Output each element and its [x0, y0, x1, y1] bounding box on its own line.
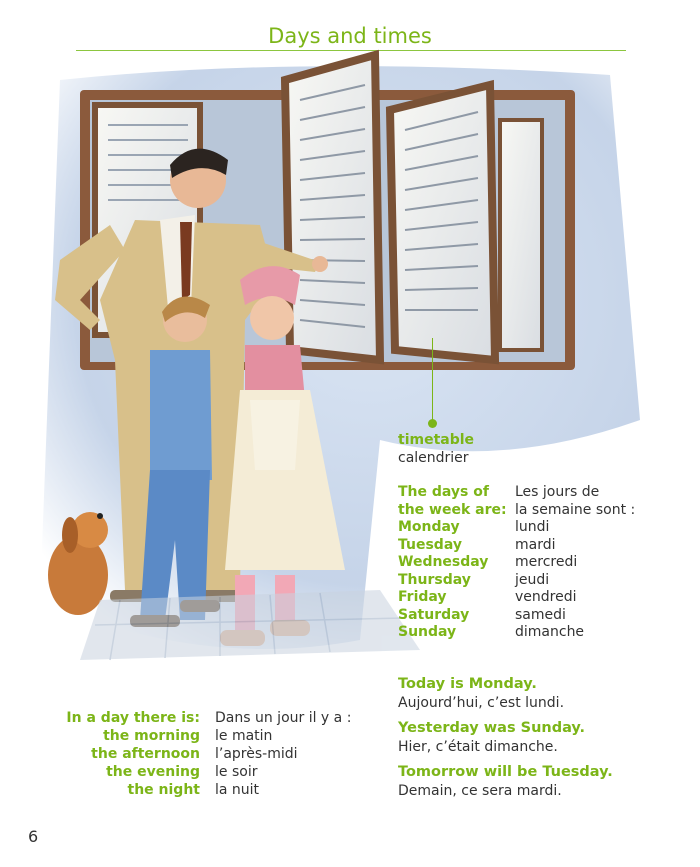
- sentence-en: Tomorrow will be Tuesday.: [398, 764, 613, 780]
- day-en: Thursday: [398, 571, 471, 588]
- day-fr: mardi: [515, 536, 556, 553]
- day-en: Tuesday: [398, 536, 462, 553]
- day-part-fr: le matin: [215, 728, 273, 744]
- day-parts-intro-fr: Dans un jour il y a :: [215, 710, 352, 726]
- page-number: 6: [28, 827, 39, 846]
- day-fr: samedi: [515, 606, 566, 623]
- day-en: Wednesday: [398, 554, 489, 570]
- day-en: Sunday: [398, 624, 457, 640]
- day-fr: lundi: [515, 519, 550, 535]
- timetable-pointer-line: [432, 338, 433, 423]
- page-title: Days and times: [268, 24, 432, 48]
- sentence-fr: Aujourd’hui, c’est lundi.: [398, 695, 565, 711]
- day-en: Saturday: [398, 606, 470, 623]
- timetable-pointer-dot: [428, 419, 437, 428]
- day-en: Monday: [398, 519, 460, 535]
- day-part-en: the afternoon: [91, 746, 200, 762]
- day-en: Friday: [398, 589, 447, 605]
- timetable-label-fr: calendrier: [398, 450, 469, 466]
- days-intro-fr-2: la semaine sont :: [515, 501, 636, 518]
- day-fr: dimanche: [515, 624, 585, 640]
- days-intro-en-2: the week are:: [398, 501, 507, 518]
- sentence-fr: Hier, c’était dimanche.: [398, 739, 558, 755]
- day-part-en: the morning: [103, 728, 200, 744]
- sentence-en: Today is Monday.: [398, 676, 537, 692]
- days-intro-fr-1: Les jours de: [515, 484, 600, 500]
- day-fr: vendredi: [515, 589, 577, 605]
- timetable-label-en: timetable: [398, 432, 475, 448]
- days-intro-en-1: The days of: [398, 484, 489, 500]
- day-part-fr: la nuit: [215, 782, 260, 798]
- day-fr: mercredi: [515, 554, 578, 570]
- day-fr: jeudi: [515, 571, 550, 588]
- timetable-board-right: [390, 85, 542, 360]
- day-part-fr: l’après-midi: [215, 746, 298, 762]
- sentence-en: Yesterday was Sunday.: [398, 720, 586, 736]
- timetable-board-center: [285, 55, 380, 360]
- sentence-fr: Demain, ce sera mardi.: [398, 783, 562, 799]
- tiled-floor: [80, 590, 420, 660]
- day-part-en: the evening: [106, 764, 200, 780]
- day-part-en: the night: [127, 782, 200, 798]
- day-part-fr: le soir: [215, 764, 258, 780]
- day-parts-intro-en: In a day there is:: [66, 710, 200, 726]
